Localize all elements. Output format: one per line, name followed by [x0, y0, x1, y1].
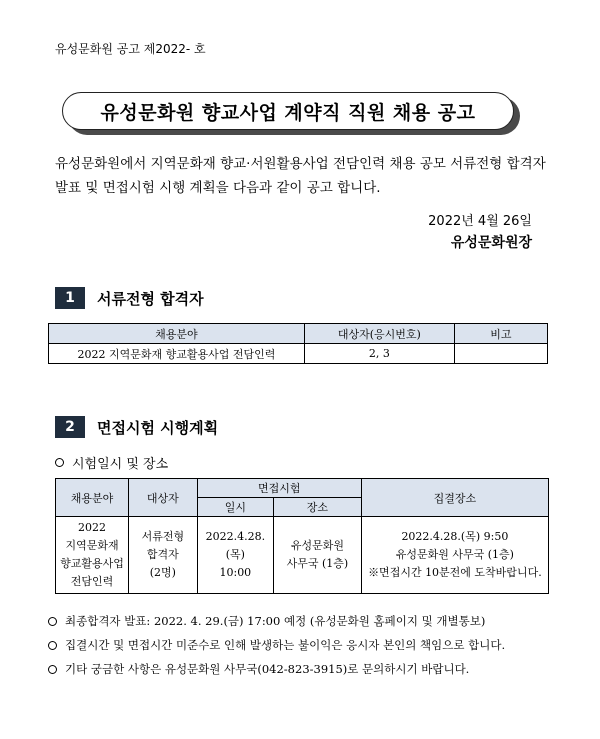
note-item	[48, 661, 469, 677]
circle-bullet-icon	[48, 641, 57, 650]
announcement-date: 2022년 4월 26일	[428, 214, 532, 229]
intro-line-2: 발표 및 면접시험 시행 계획을 다음과 같이 공고 합니다.	[55, 180, 381, 196]
field-line: 향교활용사업	[60, 557, 124, 570]
note-text: 최종합격자 발표: 2022. 4. 29.(금) 17:00 예정 (유성문화원 홈페이지 및 개별통보)	[65, 614, 486, 628]
intro-line-1: 유성문화원에서 지역문화재 향교·서원활용사업 전담인력 채용 공모 서류전형 합격자	[55, 156, 546, 172]
gathering-line: 2022.4.28.(목) 9:50	[401, 530, 509, 543]
note-text: 기타 궁금한 사항은 유성문화원 사무국(042-823-3915)로 문의하시기 바랍니다.	[65, 662, 470, 676]
circle-bullet-icon	[48, 617, 57, 626]
note-text: 집결시간 및 면접시간 미준수로 인해 발생하는 불이익은 응시자 본인의 책임으로 합니다.	[65, 638, 506, 652]
header-datetime: 일시	[197, 498, 273, 517]
cell-applicant: 2, 3	[304, 344, 454, 364]
field-line: 전담인력	[70, 575, 114, 588]
note-item	[48, 637, 505, 653]
page-title: 유성문화원 향교사업 계약직 직원 채용 공고	[62, 92, 514, 130]
target-line: 합격자	[146, 548, 179, 561]
cell-remarks	[454, 344, 547, 364]
table-row	[56, 517, 549, 594]
signer: 유성문화원장	[450, 235, 532, 251]
place-line: 유성문화원	[290, 539, 344, 552]
section-2-header	[55, 416, 218, 438]
sub-bullet-label: 시험일시 및 장소	[72, 457, 169, 472]
place-line: 사무국 (1층)	[286, 557, 349, 570]
gathering-line: 유성문화원 사무국 (1층)	[395, 548, 514, 561]
document-pass-table	[48, 323, 548, 364]
cell-gathering	[361, 517, 548, 594]
header-field: 채용분야	[49, 324, 305, 344]
field-line: 2022	[78, 521, 107, 534]
header-interview: 면접시험	[197, 479, 361, 498]
intro-text	[55, 152, 555, 200]
section-1-header	[55, 287, 204, 309]
datetime-line: 2022.4.28.(목)	[205, 530, 266, 561]
notice-number: 유성문화원 공고 제2022- 호	[55, 42, 206, 56]
gathering-line: ※면접시간 10분전에 도착바랍니다.	[368, 566, 542, 579]
header-field: 채용분야	[56, 479, 129, 517]
cell-datetime	[197, 517, 273, 594]
header-target: 대상자	[129, 479, 198, 517]
datetime-line: 10:00	[219, 566, 252, 579]
header-applicant: 대상자(응시번호)	[304, 324, 454, 344]
table-row	[49, 344, 548, 364]
sub-bullet	[55, 453, 168, 472]
target-line: (2명)	[149, 566, 176, 579]
note-item	[48, 613, 485, 629]
cell-target	[129, 517, 198, 594]
section-1-number: 1	[55, 287, 85, 309]
cell-field	[56, 517, 129, 594]
header-gathering: 집결장소	[361, 479, 548, 517]
table-header-row	[49, 324, 548, 344]
interview-schedule-table	[55, 478, 549, 594]
section-1-title: 서류전형 합격자	[97, 289, 204, 308]
cell-place	[274, 517, 362, 594]
cell-field: 2022 지역문화재 향교활용사업 전담인력	[49, 344, 305, 364]
circle-bullet-icon	[55, 458, 64, 467]
header-remarks: 비고	[454, 324, 547, 344]
circle-bullet-icon	[48, 665, 57, 674]
target-line: 서류전형	[141, 530, 185, 543]
header-place: 장소	[274, 498, 362, 517]
section-2-title: 면접시험 시행계획	[97, 418, 219, 437]
field-line: 지역문화재	[65, 539, 119, 552]
section-2-number: 2	[55, 416, 85, 438]
